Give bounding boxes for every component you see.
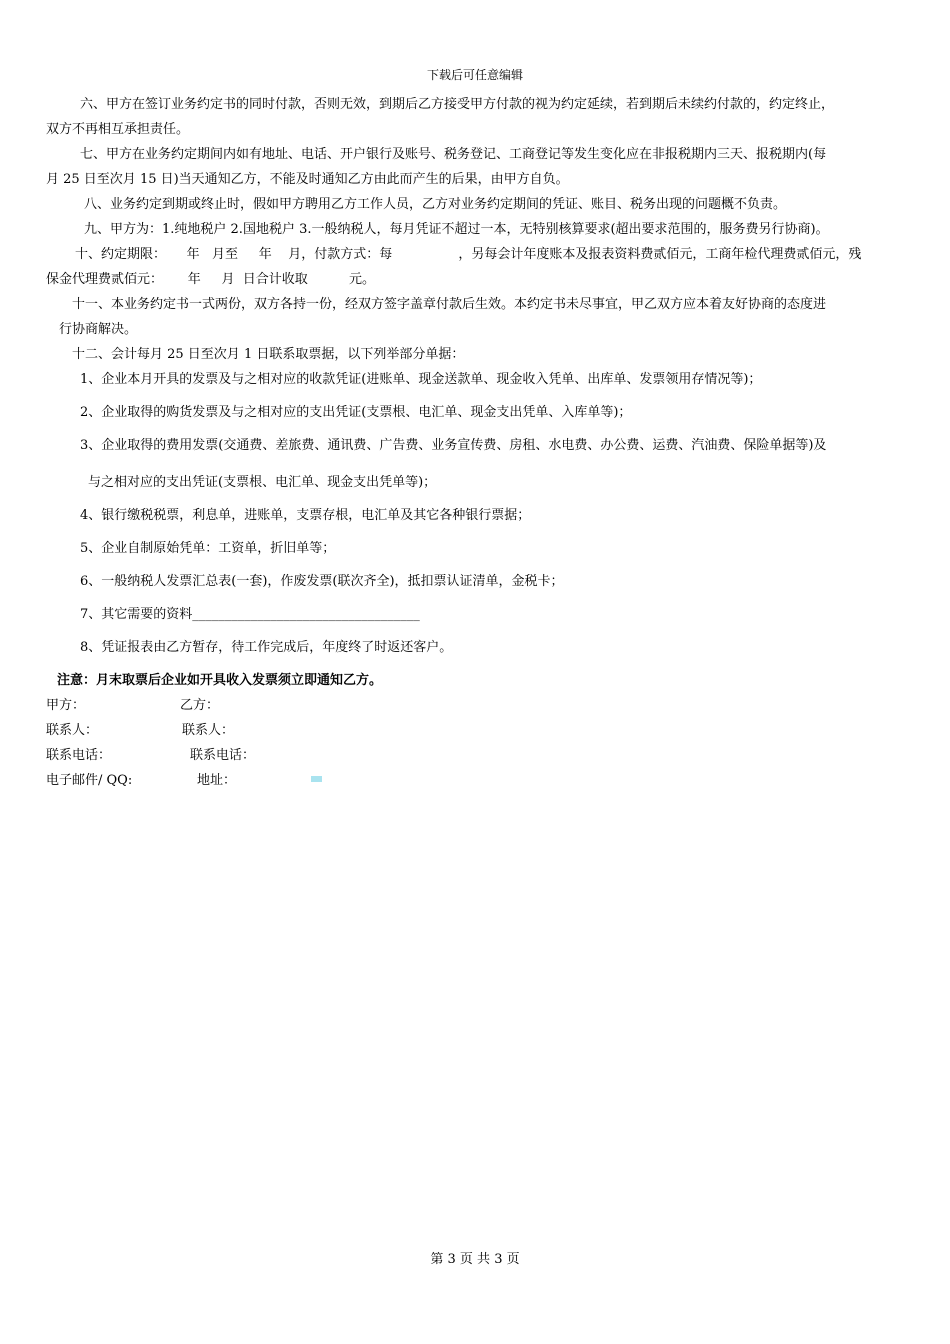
list-item-6: 6、一般纳税人发票汇总表(一套)，作废发票(联次齐全)，抵扣票认证清单，金税卡；: [80, 574, 564, 589]
list-item-7: 7、其它需要的资料___________________________________: [80, 607, 420, 622]
clause-11-line-1: 十一、本业务约定书一式两份，双方各持一份，经双方签字盖章付款后生效。本约定书未尽事宜，甲乙双方应本着友好协商的态度进: [72, 297, 827, 312]
clause-9: 九、甲方为：1.纯地税户 2.国地税户 3.一般纳税人，每月凭证不超过一本，无特别核算要求(超出要求范围的，服务费另行协商)。: [84, 222, 829, 237]
address-label: 地址：: [197, 773, 237, 788]
clause-7-line-1: 七、甲方在业务约定期间内如有地址、电话、开户银行及账号、税务登记、工商登记等发生变化应在非报税期内三天、报税期内(每: [80, 147, 827, 162]
clause-8: 八、业务约定到期或终止时，假如甲方聘用乙方工作人员，乙方对业务约定期间的凭证、账目、税务出现的问题概不负责。: [84, 197, 787, 212]
party-b-label: 乙方：: [180, 698, 220, 713]
page-header: 下载后可任意编辑: [426, 68, 523, 82]
clause-12: 十二、会计每月 25 日至次月 1 日联系取票据，以下列举部分单据：: [72, 347, 465, 362]
clause-6-line-2: 双方不再相互承担责任。: [46, 122, 190, 137]
highlight-marker: [311, 776, 322, 782]
list-item-5: 5、企业自制原始凭单：工资单，折旧单等；: [80, 541, 336, 556]
clause-10-line-2: 保金代理费贰佰元： 年 月 日合计收取 元。: [46, 272, 376, 287]
list-item-1: 1、企业本月开具的发票及与之相对应的收款凭证(进账单、现金送款单、现金收入凭单、出库单、发票领用存情况等)；: [80, 372, 762, 387]
phone-a-label: 联系电话：: [46, 748, 112, 763]
email-qq-label: 电子邮件/ QQ:: [46, 773, 133, 788]
list-item-8: 8、凭证报表由乙方暂存，待工作完成后，年度终了时返还客户。: [80, 640, 453, 655]
list-item-4: 4、银行缴税税票，利息单，进账单，支票存根，电汇单及其它各种银行票据；: [80, 508, 531, 523]
contact-b-label: 联系人：: [182, 723, 235, 738]
clause-6-line-1: 六、甲方在签订业务约定书的同时付款，否则无效，到期后乙方接受甲方付款的视为约定延续，若到期后未续约付款的，约定终止，: [80, 97, 835, 112]
list-item-3-line-2: 与之相对应的支出凭证(支票根、电汇单、现金支出凭单等)；: [88, 475, 437, 490]
clause-10-line-1: 十、约定期限： 年 月至 年 月，付款方式：每 ，另每会计年度账本及报表资料费贰佰元，工商年检代理费贰佰元，残: [75, 247, 862, 262]
clause-11-line-2: 行协商解决。: [59, 322, 138, 337]
page-footer: 第 3 页 共 3 页: [430, 1252, 520, 1267]
clause-7-line-2: 月 25 日至次月 15 日)当天通知乙方，不能及时通知乙方由此而产生的后果，由甲方自负。: [46, 172, 569, 187]
list-item-3-line-1: 3、企业取得的费用发票(交通费、差旅费、通讯费、广告费、业务宣传费、房租、水电费、办公费、运费、汽油费、保险单据等)及: [80, 438, 827, 453]
notice: 注意：月末取票后企业如开具收入发票须立即通知乙方。: [57, 673, 383, 688]
phone-b-label: 联系电话：: [190, 748, 256, 763]
party-a-label: 甲方：: [46, 698, 86, 713]
list-item-2: 2、企业取得的购货发票及与之相对应的支出凭证(支票根、电汇单、现金支出凭单、入库单等)；: [80, 405, 632, 420]
contact-a-label: 联系人：: [46, 723, 99, 738]
